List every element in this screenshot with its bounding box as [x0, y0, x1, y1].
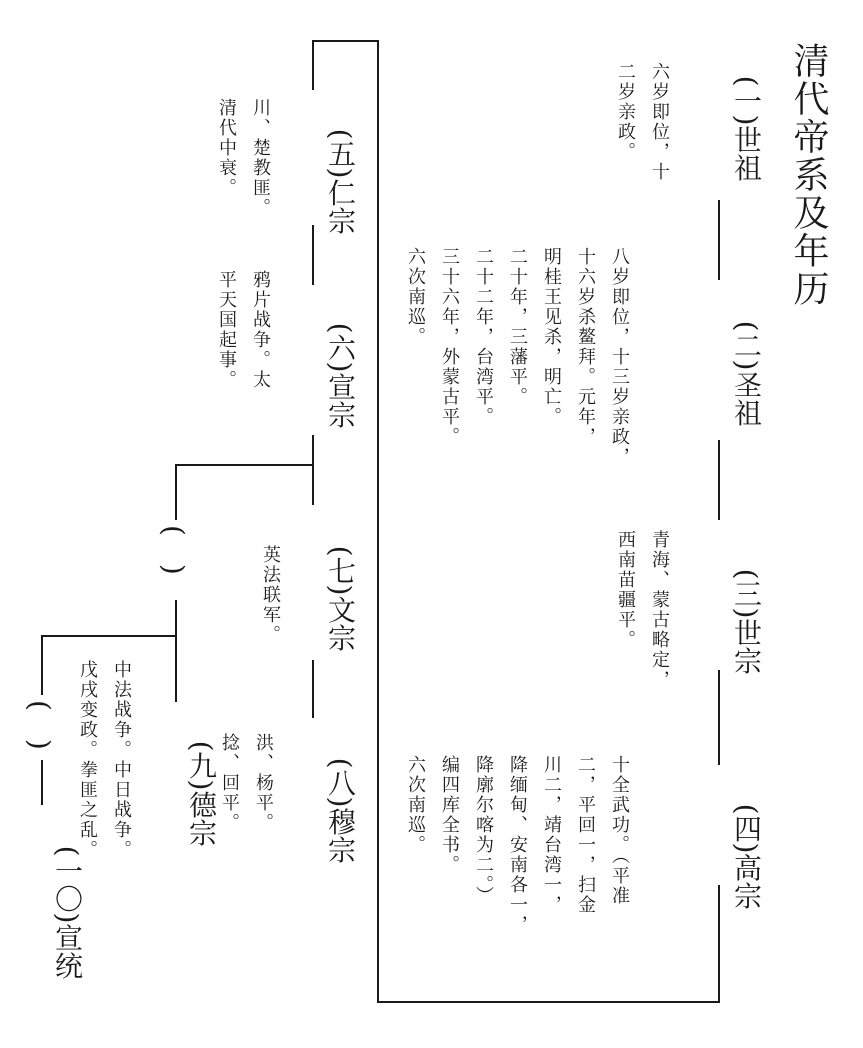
- blank-node-1: ( ): [157, 525, 190, 575]
- bracket-spine: [377, 40, 379, 1003]
- emperor-10-name: 宣统: [51, 923, 84, 980]
- connector-4-bottom: [718, 885, 720, 1002]
- chart-title: 清代帝系及年历: [788, 42, 829, 308]
- bracket-top: [312, 40, 379, 42]
- emperor-1-note: 六岁即位，十 二岁亲政。: [615, 62, 670, 182]
- emperor-5-note: 川、楚教匪。 清代中衰。: [216, 98, 271, 218]
- connector-3-4: [718, 670, 720, 765]
- bracket-bottom: [377, 1001, 720, 1003]
- blank-node-2: ( ): [23, 700, 56, 750]
- emperor-8-note: 洪、杨平。 捻、回平。: [219, 733, 274, 833]
- emperor-9-note: 中法战争。中日战争。 戊戌变政。拳匪之乱。: [77, 660, 132, 860]
- emperor-1: [704, 40, 788, 181]
- emperor-6-name: 宣宗: [324, 372, 357, 429]
- emperor-6: [298, 287, 382, 428]
- emperor-5-name: 仁宗: [324, 178, 357, 235]
- emperor-3: [704, 533, 788, 674]
- emperor-9: [159, 705, 243, 846]
- emperor-4: [704, 768, 788, 909]
- branch-6-blank: [175, 464, 314, 466]
- connector-1-2: [718, 200, 720, 280]
- connector-to-blank-1: [175, 464, 177, 520]
- emperor-2-number: (二): [730, 320, 763, 371]
- connector-2-3: [718, 440, 720, 520]
- emperor-7-name: 文宗: [324, 595, 357, 652]
- emperor-4-note: 十全武功。（平准 二，平回一，扫金 川二，靖台湾一， 降缅甸、安南各一， 降廓尔喀为二。） 编四库全书。 六次南巡。: [405, 755, 630, 935]
- emperor-2-name: 圣祖: [730, 370, 763, 427]
- emperor-10: [25, 810, 109, 979]
- emperor-3-note: 青海、蒙古略定， 西南苗疆平。: [615, 530, 670, 690]
- connector-7-8: [312, 660, 314, 718]
- connector-to-5: [312, 40, 314, 90]
- connector-5-6: [312, 225, 314, 285]
- emperor-6-note: 鸦片战争。太 平天国起事。: [216, 270, 271, 390]
- emperor-5-number: (五): [324, 128, 357, 179]
- emperor-7-note: 英法联军。: [260, 545, 281, 645]
- connector-blank-2-10: [41, 760, 43, 805]
- emperor-1-name: 世祖: [730, 125, 763, 182]
- emperor-8-name: 穆宗: [324, 807, 357, 864]
- emperor-7: [298, 510, 382, 651]
- emperor-4-name: 高宗: [730, 853, 763, 910]
- connector-blank-1-9: [175, 600, 177, 702]
- emperor-6-number: (六): [324, 322, 357, 373]
- emperor-2-note: 八岁即位，十三岁亲政， 十六岁杀鳌拜。元年， 明桂王见杀，明亡。 二十年，三藩平。 二十二年，台湾平。 三十六年，外蒙古平。 六次南巡。: [405, 247, 630, 467]
- emperor-8: [298, 722, 382, 863]
- emperor-9-number: (九): [185, 740, 218, 791]
- branch-blank-1-blank-2: [41, 635, 177, 637]
- emperor-2: [704, 285, 788, 426]
- emperor-1-number: (一): [730, 75, 763, 126]
- emperor-5: [298, 93, 382, 234]
- emperor-8-number: (八): [324, 757, 357, 808]
- emperor-3-name: 世宗: [730, 618, 763, 675]
- emperor-4-number: (四): [730, 803, 763, 854]
- emperor-9-name: 德宗: [185, 790, 218, 847]
- connector-to-blank-2: [41, 635, 43, 695]
- emperor-10-number: (一〇): [51, 845, 84, 924]
- connector-6-7: [312, 435, 314, 505]
- emperor-3-number: (三): [730, 568, 763, 619]
- emperor-7-number: (七): [324, 545, 357, 596]
